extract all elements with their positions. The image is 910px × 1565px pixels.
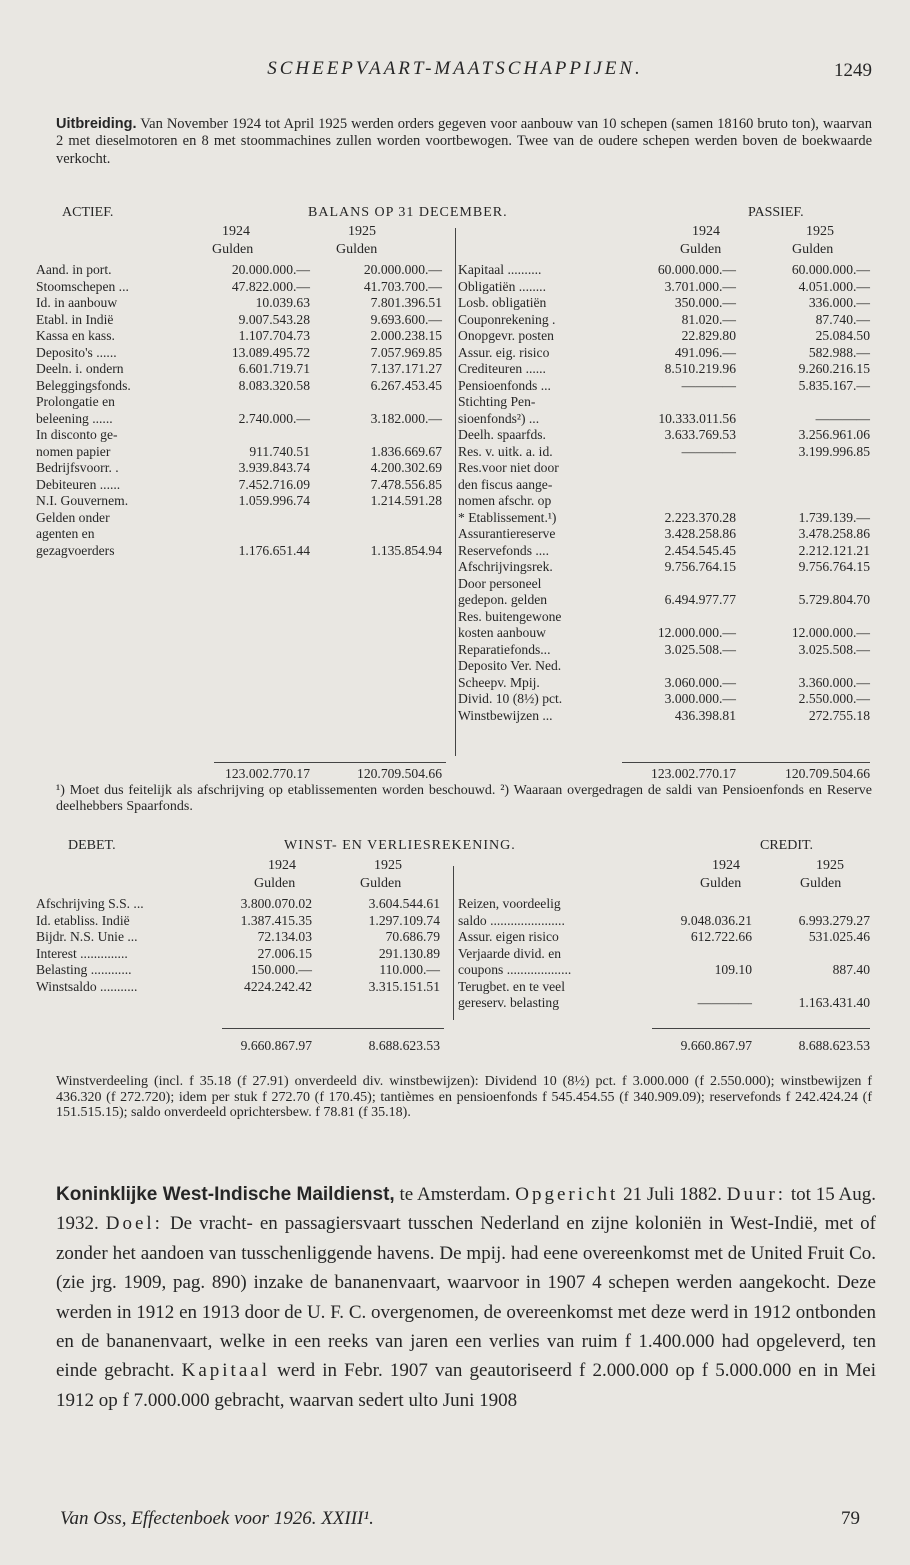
kwim-kapitaal-label: Kapitaal — [181, 1360, 270, 1382]
table-row — [458, 526, 870, 543]
row-label: Beleggingsfonds. — [36, 377, 131, 393]
table-row — [36, 510, 454, 527]
uitbreiding-text: Van November 1924 tot April 1925 werden orders gegeven voor aanbouw van 10 schepen (samen 18160 bruto ton), waarvan 2 met dieselmotoren en 8 met stoommachines zullen worden voortbewogen. Twee van de oudere schepen werden boven de boekwaarde verkocht. — [56, 116, 872, 167]
debet-year-1925: 1925 — [374, 858, 402, 873]
uitbreiding-paragraph — [56, 116, 872, 168]
table-row — [458, 279, 870, 296]
row-label: Divid. 10 (8½) pct. — [458, 691, 563, 706]
row-label: nomen afschr. op — [458, 493, 552, 508]
table-row — [458, 708, 870, 725]
passief-total-1925: 120.709.504.66 — [785, 766, 870, 781]
row-value-1925: 60.000.000.— — [791, 262, 870, 277]
credit-year-1925: 1925 — [816, 858, 844, 873]
row-value-1924: 9.756.764.15 — [664, 559, 736, 574]
kwim-opgericht-label: Opgericht — [515, 1184, 619, 1205]
row-value-1924: ———— — [681, 377, 736, 393]
table-row — [458, 411, 870, 428]
table-row — [458, 962, 872, 979]
passief-unit-2: Gulden — [792, 242, 834, 257]
row-value-1925: ———— — [815, 410, 870, 426]
table-row — [458, 312, 870, 329]
row-label: gereserv. belasting — [458, 995, 560, 1010]
row-label: Etabl. in Indië — [36, 311, 114, 327]
row-value-1924: 436.398.81 — [674, 707, 736, 723]
row-label: Couponrekening . — [458, 311, 556, 327]
table-row — [458, 946, 872, 963]
table-row — [458, 444, 870, 461]
table-row — [458, 345, 870, 362]
row-value-1925: 1.739.139.— — [798, 509, 870, 525]
row-value-1925: 41.703.700.— — [363, 278, 442, 294]
debet-total-1925: 8.688.623.53 — [368, 1038, 440, 1053]
row-label: den fiscus aange- — [458, 476, 553, 492]
row-value-1925: 5.835.167.— — [798, 377, 870, 393]
row-value-1924: 12.000.000.— — [657, 625, 736, 640]
row-label: Reparatiefonds... — [458, 641, 551, 657]
row-value-1924: 2.223.370.28 — [664, 509, 736, 525]
row-value-1924: 8.510.219.96 — [664, 361, 736, 376]
header-title: SCHEEPVAART-MAATSCHAPPIJEN. — [267, 58, 643, 79]
winst-credit-title: CREDIT. — [760, 838, 814, 853]
row-value-1925: 4.200.302.69 — [370, 460, 442, 475]
row-value-1924: 6.494.977.77 — [664, 592, 736, 607]
passief-unit-1: Gulden — [680, 242, 722, 257]
credit-total-rule — [652, 1028, 870, 1029]
row-value-1924: 27.006.15 — [257, 945, 312, 961]
row-value-1924: 1.176.651.44 — [238, 542, 310, 558]
table-row — [458, 493, 870, 510]
credit-total-1925: 8.688.623.53 — [798, 1038, 870, 1053]
row-value-1925: 336.000.— — [808, 295, 870, 310]
kwim-duur-label: Duur: — [726, 1184, 787, 1205]
table-row — [36, 526, 454, 543]
row-value-1924: 3.025.508.— — [664, 641, 736, 657]
credit-unit-2: Gulden — [800, 876, 842, 891]
row-value-1925: 6.993.279.27 — [798, 912, 870, 928]
table-row — [458, 675, 870, 692]
row-value-1924: 2.740.000.— — [238, 410, 310, 426]
passief-total-1924: 123.002.770.17 — [651, 766, 736, 781]
credit-unit-1: Gulden — [700, 876, 742, 891]
table-row — [458, 394, 870, 411]
row-value-1925: 582.988.— — [808, 344, 870, 360]
row-value-1924: 109.10 — [714, 962, 752, 977]
row-value-1925: 887.40 — [832, 962, 870, 977]
table-row — [36, 979, 446, 996]
row-value-1925: 272.755.18 — [808, 707, 870, 723]
row-value-1924: 491.096.— — [674, 344, 736, 360]
credit-total-1924: 9.660.867.97 — [680, 1038, 752, 1053]
row-value-1925: 1.297.109.74 — [368, 912, 440, 928]
footer-source: Van Oss, Effectenboek voor 1926. XXIII¹. — [60, 1508, 374, 1529]
actief-year-1925: 1925 — [348, 224, 376, 239]
row-label: Scheepv. Mpij. — [458, 674, 540, 690]
actief-total-1924: 123.002.770.17 — [225, 766, 310, 781]
row-label: Belasting ............ — [36, 962, 132, 977]
row-value-1925: 2.550.000.— — [798, 691, 870, 706]
row-label: gezagvoerders — [36, 542, 115, 558]
row-value-1924: 47.822.000.— — [231, 278, 310, 294]
passief-year-1925: 1925 — [806, 224, 834, 239]
table-row — [36, 295, 454, 312]
row-value-1925: 87.740.— — [815, 311, 870, 327]
table-row — [36, 460, 454, 477]
row-label: Deelh. spaarfds. — [458, 427, 546, 442]
row-value-1925: 3.025.508.— — [798, 641, 870, 657]
actief-total-1925: 120.709.504.66 — [357, 766, 442, 781]
row-label: In disconto ge- — [36, 427, 118, 442]
row-value-1925: 7.478.556.85 — [370, 476, 442, 492]
row-value-1924: 3.939.843.74 — [238, 460, 310, 475]
passief-total-rule — [622, 762, 870, 763]
row-value-1924: 13.089.495.72 — [231, 344, 310, 360]
row-label: Terugbet. en te veel — [458, 978, 565, 994]
header-page-number: 1249 — [834, 60, 872, 81]
row-label: Verjaarde divid. en — [458, 945, 562, 961]
row-label: Reservefonds .... — [458, 542, 549, 558]
balans-divider — [455, 228, 456, 756]
debet-unit-2: Gulden — [360, 876, 402, 891]
table-row — [458, 378, 870, 395]
table-row — [458, 559, 870, 576]
table-row — [458, 361, 870, 378]
row-value-1924: 3.428.258.86 — [664, 526, 736, 541]
table-row — [36, 345, 454, 362]
table-row — [36, 543, 454, 560]
table-row — [458, 510, 870, 527]
table-row — [458, 896, 872, 913]
row-value-1924: 10.039.63 — [255, 295, 310, 310]
winst-divider — [453, 866, 454, 1020]
row-label: Losb. obligatiën — [458, 295, 547, 310]
debet-unit-1: Gulden — [254, 876, 296, 891]
running-header — [0, 58, 910, 88]
table-row — [458, 460, 870, 477]
row-label: Pensioenfonds ... — [458, 377, 551, 393]
table-row — [458, 929, 872, 946]
table-row — [458, 427, 870, 444]
row-label: sioenfonds²) ... — [458, 410, 540, 426]
table-row — [458, 625, 870, 642]
row-value-1924: 72.134.03 — [257, 929, 312, 944]
credit-year-1924: 1924 — [712, 858, 740, 873]
actief-table — [36, 262, 454, 559]
footer-page-number: 79 — [841, 1508, 860, 1529]
row-label: Aand. in port. — [36, 262, 112, 277]
row-value-1925: 5.729.804.70 — [798, 592, 870, 607]
row-label: coupons ................... — [458, 962, 572, 977]
row-label: kosten aanbouw — [458, 625, 546, 640]
balans-passief-title: PASSIEF. — [748, 205, 804, 220]
table-row — [458, 262, 870, 279]
row-label: Reizen, voordeelig — [458, 896, 561, 911]
table-row — [36, 427, 454, 444]
row-value-1925: 7.801.396.51 — [370, 295, 442, 310]
row-value-1924: 1.387.415.35 — [240, 912, 312, 928]
debet-year-1924: 1924 — [268, 858, 296, 873]
row-value-1924: 8.083.320.58 — [238, 377, 310, 393]
row-value-1924: 22.829.80 — [681, 328, 736, 343]
row-label: N.I. Gouvernem. — [36, 493, 129, 508]
row-label: Deposito Ver. Ned. — [458, 658, 562, 673]
row-value-1924: 10.333.011.56 — [658, 410, 736, 426]
table-row — [36, 896, 446, 913]
row-value-1925: 6.267.453.45 — [370, 377, 442, 393]
row-value-1925: 3.478.258.86 — [798, 526, 870, 541]
row-value-1924: 3.000.000.— — [664, 691, 736, 706]
balans-title: BALANS OP 31 DECEMBER. — [308, 205, 508, 220]
winst-title: WINST- EN VERLIESREKENING. — [284, 838, 516, 853]
table-row — [36, 279, 454, 296]
row-value-1925: 9.260.216.15 — [798, 361, 870, 376]
row-value-1924: ———— — [681, 443, 736, 459]
row-value-1924: 1.059.996.74 — [238, 493, 310, 508]
table-row — [458, 642, 870, 659]
page-footer — [60, 1508, 860, 1530]
row-label: Gelden onder — [36, 509, 110, 525]
row-label: Interest .............. — [36, 945, 128, 961]
table-row — [36, 411, 454, 428]
winstverdeeling: Winstverdeeling (incl. f 35.18 (f 27.91) onverdeeld div. winstbewijzen): Dividend 10 (8½) pct. f 3.000.000 (f 2.550.000); winstbewijzen f 436.320 (f 272.720); idem per stuk f 272.70 (f 170.45); tantièmes en pensioenfonds f 545.454.55 (f 340.909.09); reservefonds f 242.424.24 (f 151.515.15); saldo onverdeeld oprichtersbew. f 78.81 (f 35.18). — [56, 1074, 872, 1121]
row-value-1924: 3.800.070.02 — [240, 896, 312, 911]
row-label: saldo ...................... — [458, 912, 565, 928]
row-label: Bijdr. N.S. Unie ... — [36, 929, 138, 944]
row-value-1924: 3.060.000.— — [664, 674, 736, 690]
table-row — [36, 312, 454, 329]
row-value-1924: 2.454.545.45 — [664, 542, 736, 558]
row-value-1925: 9.693.600.— — [370, 311, 442, 327]
table-row — [36, 493, 454, 510]
row-label: Assurantiereserve — [458, 526, 556, 541]
actief-unit-2: Gulden — [336, 242, 378, 257]
row-value-1925: 3.199.996.85 — [798, 443, 870, 459]
table-row — [458, 691, 870, 708]
balans-actief-title: ACTIEF. — [62, 205, 114, 220]
row-label: gedepon. gelden — [458, 592, 548, 607]
row-label: Afschrijvingsrek. — [458, 559, 553, 574]
row-label: Id. in aanbouw — [36, 295, 118, 310]
row-value-1925: 291.130.89 — [378, 945, 440, 961]
row-label: agenten en — [36, 526, 95, 541]
kwim-kapitaal: werd in Febr. 1907 van geautoriseerd f 2.000.000 op f 5.000.000 en in Mei 1912 op f 7.000.000 gebracht, waarvan sedert ulto Juni 1908 — [56, 1360, 877, 1411]
row-label: Prolongatie en — [36, 394, 115, 409]
row-value-1925: 70.686.79 — [385, 929, 440, 944]
row-value-1924: 6.601.719.71 — [238, 361, 310, 376]
row-label: beleening ...... — [36, 410, 113, 426]
row-label: Res.voor niet door — [458, 460, 559, 475]
row-label: Debiteuren ...... — [36, 476, 121, 492]
table-row — [458, 543, 870, 560]
table-row — [36, 378, 454, 395]
row-label: Door personeel — [458, 575, 542, 591]
row-value-1925: 110.000.— — [379, 962, 440, 977]
row-value-1925: 1.163.431.40 — [798, 995, 870, 1010]
row-value-1925: 2.212.121.21 — [798, 542, 870, 558]
row-value-1925: 3.604.544.61 — [368, 896, 440, 911]
row-value-1925: 7.057.969.85 — [370, 344, 442, 360]
kwim-section — [56, 1180, 876, 1415]
table-row — [458, 609, 870, 626]
table-row — [458, 592, 870, 609]
table-row — [36, 361, 454, 378]
row-label: Kapitaal .......... — [458, 262, 542, 277]
row-value-1925: 9.756.764.15 — [798, 559, 870, 574]
table-row — [458, 576, 870, 593]
winst-debet-title: DEBET. — [68, 838, 116, 853]
table-row — [36, 328, 454, 345]
row-value-1925: 7.137.171.27 — [370, 361, 442, 376]
table-row — [458, 913, 872, 930]
row-value-1925: 3.182.000.— — [370, 410, 442, 426]
row-label: Res. v. uitk. a. id. — [458, 443, 553, 459]
actief-unit-1: Gulden — [212, 242, 254, 257]
kwim-duur: tot 15 Aug. 1932. — [56, 1184, 877, 1235]
row-value-1924: 3.701.000.— — [664, 278, 736, 294]
actief-year-1924: 1924 — [222, 224, 250, 239]
row-value-1924: 20.000.000.— — [231, 262, 310, 277]
row-label: * Etablissement.¹) — [458, 509, 557, 525]
row-label: Winstbewijzen ... — [458, 707, 553, 723]
table-row — [36, 946, 446, 963]
row-label: Assur. eig. risico — [458, 344, 550, 360]
row-label: Res. buitengewone — [458, 608, 562, 624]
row-label: Onopgevr. posten — [458, 328, 554, 343]
table-row — [458, 477, 870, 494]
table-row — [458, 328, 870, 345]
kwim-opgericht: 21 Juli 1882. — [623, 1184, 722, 1205]
debet-table — [36, 896, 446, 995]
kwim-doel-label: Doel: — [105, 1213, 163, 1235]
table-row — [36, 929, 446, 946]
debet-total-1924: 9.660.867.97 — [240, 1038, 312, 1053]
row-value-1925: 3.256.961.06 — [798, 427, 870, 442]
row-value-1924: 612.722.66 — [690, 929, 752, 944]
row-value-1924: 60.000.000.— — [657, 262, 736, 277]
kwim-location: te Amsterdam. — [399, 1184, 511, 1205]
row-value-1924: 150.000.— — [250, 962, 312, 977]
row-value-1924: ———— — [697, 995, 752, 1010]
row-label: Winstsaldo ........... — [36, 978, 138, 994]
table-row — [458, 658, 870, 675]
credit-table — [458, 896, 872, 1012]
row-label: Id. etabliss. Indië — [36, 912, 130, 928]
row-value-1925: 2.000.238.15 — [370, 328, 442, 343]
row-label: Obligatiën ........ — [458, 278, 546, 294]
row-label: Bedrijfsvoorr. . — [36, 460, 119, 475]
row-value-1925: 4.051.000.— — [798, 278, 870, 294]
row-value-1925: 3.315.151.51 — [368, 978, 440, 994]
row-label: Stichting Pen- — [458, 394, 536, 409]
table-row — [36, 477, 454, 494]
debet-total-rule — [222, 1028, 444, 1029]
row-label: Assur. eigen risico — [458, 929, 559, 944]
row-value-1924: 9.048.036.21 — [680, 912, 752, 928]
passief-year-1924: 1924 — [692, 224, 720, 239]
row-value-1924: 1.107.704.73 — [238, 328, 310, 343]
table-row — [36, 444, 454, 461]
row-value-1925: 1.135.854.94 — [370, 542, 442, 558]
row-label: Deeln. i. ondern — [36, 361, 124, 376]
row-value-1924: 3.633.769.53 — [664, 427, 736, 442]
row-value-1924: 911.740.51 — [249, 443, 310, 459]
uitbreiding-label: Uitbreiding. — [56, 116, 137, 132]
kwim-name: Koninklijke West-Indische Maildienst, — [56, 1184, 395, 1205]
row-label: Deposito's ...... — [36, 344, 117, 360]
table-row — [36, 913, 446, 930]
row-value-1924: 4224.242.42 — [244, 978, 312, 994]
row-label: nomen papier — [36, 443, 111, 459]
row-label: Crediteuren ...... — [458, 361, 546, 376]
kwim-doel: De vracht- en passagiersvaart tusschen Nederland en zijne koloniën in West-Indië, met of zonder het aandoen van tusschenliggende havens. De mpij. had eene overeenkomst met de United Fruit Co. (zie jrg. 1909, pag. 890) inzake de bananenvaart, waarvoor in 1907 4 schepen werden aangekocht. Deze werden in 1912 en 1913 door de U. F. C. overgenomen, de overeenkomst met deze werd in 1912 ontbonden en de bananenvaart, welke in een reeks van jaren een verlies van ruim f 1.400.000 had opgeleverd, ten einde gebracht. — [56, 1213, 876, 1382]
row-value-1924: 350.000.— — [674, 295, 736, 310]
row-value-1925: 20.000.000.— — [363, 262, 442, 277]
row-value-1924: 7.452.716.09 — [238, 476, 310, 492]
row-value-1925: 25.084.50 — [815, 328, 870, 343]
table-row — [458, 295, 870, 312]
row-value-1925: 12.000.000.— — [791, 625, 870, 640]
passief-table — [458, 262, 870, 724]
row-value-1925: 1.836.669.67 — [370, 443, 442, 459]
table-row — [36, 962, 446, 979]
row-label: Afschrijving S.S. ... — [36, 896, 144, 911]
table-row — [36, 262, 454, 279]
row-label: Kassa en kass. — [36, 328, 115, 343]
table-row — [458, 995, 872, 1012]
row-value-1925: 531.025.46 — [808, 929, 870, 944]
row-label: Stoomschepen ... — [36, 278, 129, 294]
row-value-1924: 9.007.543.28 — [238, 311, 310, 327]
table-row — [36, 394, 454, 411]
row-value-1925: 3.360.000.— — [798, 674, 870, 690]
balans-footnote: ¹) Moet dus feitelijk als afschrijving op etablissementen worden beschouwd. ²) Waaraan overgedragen de saldi van Pensioenfonds en Reserve deelhebbers Spaarfonds. — [56, 783, 872, 814]
actief-total-rule — [214, 762, 446, 763]
row-value-1925: 1.214.591.28 — [370, 493, 442, 508]
table-row — [458, 979, 872, 996]
row-value-1924: 81.020.— — [681, 311, 736, 327]
